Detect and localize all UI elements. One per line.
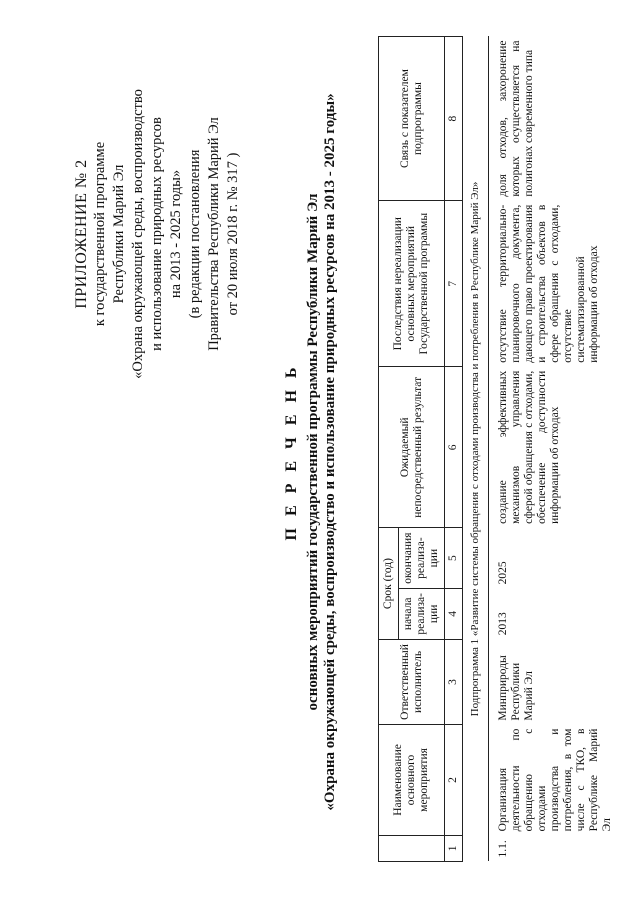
row-link: доля отходов, захоронение которых осуществляется на полигонах современного типа: [497, 40, 535, 197]
column-number: 3: [445, 639, 463, 724]
document-subtitle-program: «Охрана окружающей среды, воспроизводство и использование природных ресурсов на 2013 - 2025 годы»: [322, 93, 338, 811]
column-number: 2: [445, 725, 463, 836]
appendix-line: (в редакции постановления: [187, 149, 203, 319]
row-executor: Минприроды Республики Марий Эл: [497, 655, 535, 721]
row-start: 2013: [497, 612, 509, 636]
appendix-line: Республики Марий Эл: [111, 164, 127, 304]
header-cell-link: Связь с показателем подпрограммы: [379, 37, 445, 201]
header-cell-end: окончания реализа-ции: [399, 528, 445, 589]
appendix-block: [72, 84, 243, 384]
table-row-numbers: [445, 37, 463, 862]
appendix-line: к государственной программе: [92, 141, 108, 327]
appendix-line: и использование природных ресурсов: [149, 117, 165, 351]
table-row-subprogram: [463, 37, 489, 862]
row-name: Организация деятельности по обращению с отходами производства и потребления, в том числе с ТКО, в Республике Марий Эл: [497, 728, 613, 832]
header-cell-consequences: Последствия нереализации основных мероприятий Государственной программы: [379, 201, 445, 367]
appendix-title: ПРИЛОЖЕНИЕ № 2: [73, 159, 90, 309]
row-consequences: отсутствие территориально-планировочного документа, дающего право проектирования и строительства объектов в сфере обращения с отходами, отсутствие систематизированной информации об отходах: [497, 204, 600, 363]
measures-table: [378, 36, 622, 862]
document-heading: П Е Р Е Ч Е Н Ь: [283, 363, 300, 541]
appendix-line: на 2013 - 2025 годы»: [168, 169, 184, 299]
document-subtitle: основных мероприятий государственной программы Республики Марий Эл: [305, 193, 321, 711]
table-row: [489, 37, 623, 862]
column-number: 5: [445, 528, 463, 589]
header-cell-start: начала реализа-ции: [399, 588, 445, 639]
row-result: создание эффективных механизмов управления сферой обращения с отходами, обеспечение доступности информации об отходах: [497, 370, 561, 524]
appendix-date-line: от 20 июля 2018 г. № 317 ): [225, 152, 241, 316]
column-number: 7: [445, 201, 463, 367]
header-cell-name: Наименование основного мероприятия: [379, 725, 445, 836]
header-cell-result: Ожидаемый непосредственный результат: [379, 367, 445, 528]
header-cell-number: [379, 835, 445, 861]
subprogram-title: Подпрограмма 1 «Развитие системы обращения с отходами производства и потребления в Республике Марий Эл»: [463, 37, 489, 862]
column-number: 4: [445, 588, 463, 639]
column-number: 6: [445, 367, 463, 528]
title-block: [283, 40, 339, 864]
column-number: 1: [445, 835, 463, 861]
header-cell-executor: Ответственный исполнитель: [379, 639, 445, 724]
row-number: 1.1.: [497, 840, 509, 858]
header-cell-term: Срок (год): [379, 528, 399, 639]
appendix-line: Правительства Республики Марий Эл: [206, 117, 222, 351]
row-end: 2025: [497, 561, 509, 585]
appendix-line: «Охрана окружающей среды, воспроизводство: [130, 89, 146, 379]
column-number: 8: [445, 37, 463, 201]
